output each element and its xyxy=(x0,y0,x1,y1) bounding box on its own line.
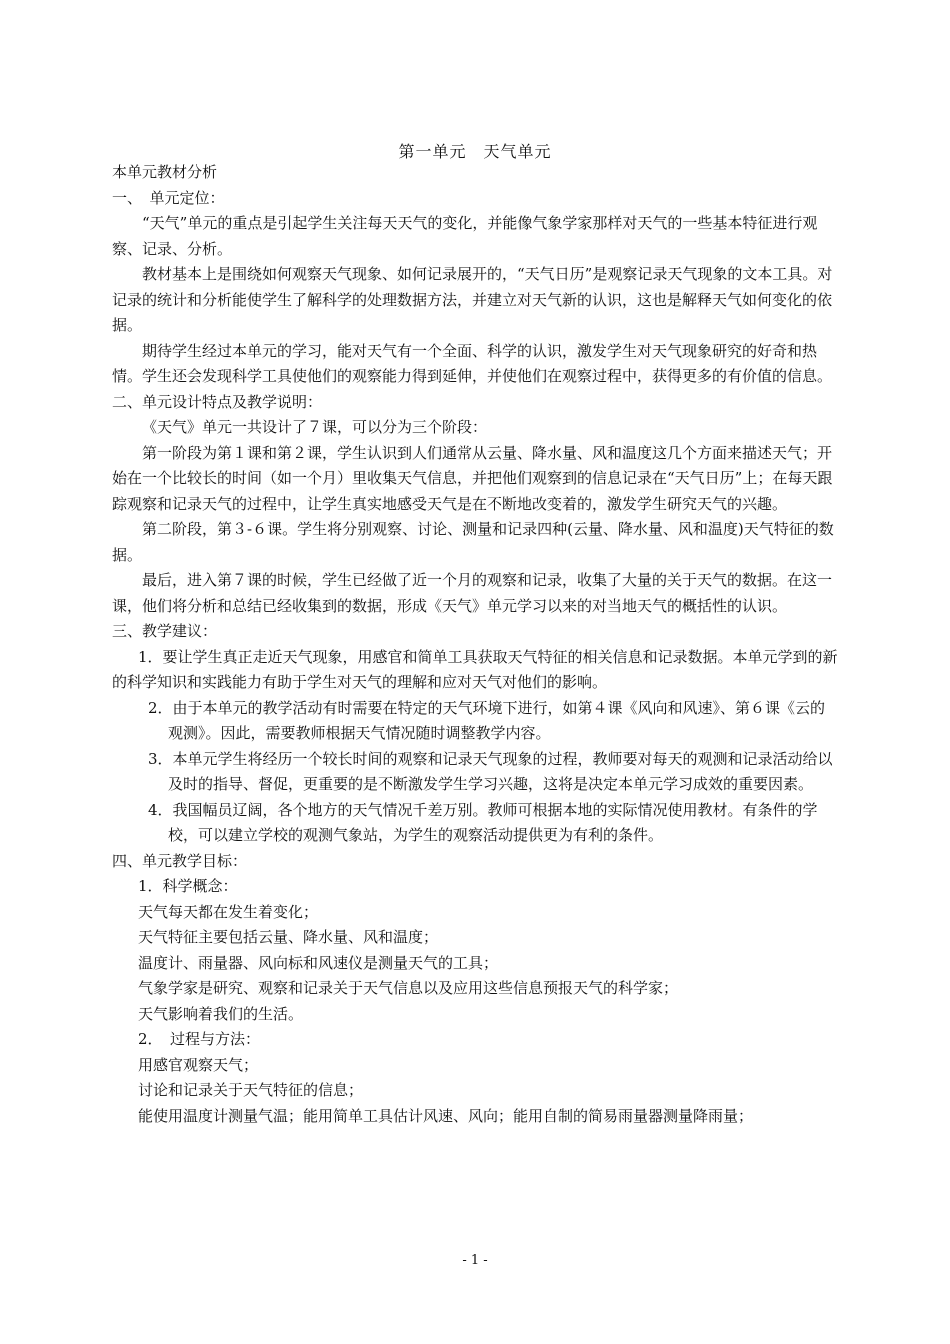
list-item: 用感官观察天气； xyxy=(138,1055,259,1074)
section-heading-3: 三、教学建议： xyxy=(112,622,218,640)
list-item: 能使用温度计测量气温；能用简单工具估计风速、风向；能用自制的简易雨量器测量降雨量； xyxy=(138,1106,754,1125)
list-item: 2．由于本单元的教学活动有时需要在特定的天气环境下进行，如第４课《风向和风速》、第６课《云的观测》。因此，需要教师根据天气情况随时调整教学内容。 xyxy=(148,698,826,742)
list-item: 温度计、雨量器、风向标和风速仪是测量天气的工具； xyxy=(138,953,499,972)
paragraph: 期待学生经过本单元的学习，能对天气有一个全面、科学的认识，激发学生对天气现象研究的好奇和热情。学生还会发现科学工具使他们的观察能力得到延伸，并使他们在观察过程中，获得更多的有价值的信息。 xyxy=(112,341,833,385)
list-item: 3．本单元学生将经历一个较长时间的观察和记录天气现象的过程，教师要对每天的观测和记录活动给以及时的指导、督促，更重要的是不断激发学生学习兴趣，这将是决定本单元学习成效的重要因素。 xyxy=(148,749,833,793)
list-item: 1．要让学生真正走近天气现象，用感官和简单工具获取天气特征的相关信息和记录数据。本单元学到的新的科学知识和实践能力有助于学生对天气的理解和应对天气对他们的影响。 xyxy=(112,647,838,691)
list-item: 天气影响着我们的生活。 xyxy=(138,1004,304,1023)
paragraph: 第二阶段，第３-６课。学生将分别观察、讨论、测量和记录四种(云量、降水量、风和温度)天气特征的数据。 xyxy=(112,520,834,564)
document-body xyxy=(112,160,840,1129)
list-item: 4．我国幅员辽阔，各个地方的天气情况千差万别。教师可根据本地的实际情况使用教材。有条件的学校，可以建立学校的观测气象站，为学生的观察活动提供更为有利的条件。 xyxy=(148,800,818,844)
list-item: 讨论和记录关于天气特征的信息； xyxy=(138,1081,364,1099)
section-heading-4: 四、单元教学目标： xyxy=(112,851,248,870)
section-heading-2: 二、单元设计特点及教学说明： xyxy=(112,392,323,411)
list-item: 气象学家是研究、观察和记录关于天气信息以及应用这些信息预报天气的科学家； xyxy=(138,979,679,997)
paragraph: 教材基本上是围绕如何观察天气现象、如何记录展开的，“天气日历”是观察记录天气现象的文本工具。对记录的统计和分析能使学生了解科学的处理数据方法，并建立对天气新的认识，这也是解释天气如何变化的依据。 xyxy=(112,265,833,334)
list-item: 天气每天都在发生着变化； xyxy=(138,902,319,921)
list-item: 天气特征主要包括云量、降水量、风和温度； xyxy=(138,928,439,946)
document-title: 第一单元 天气单元 xyxy=(398,142,552,161)
paragraph: 《天气》单元一共设计了７课，可以分为三个阶段： xyxy=(142,418,488,436)
paragraph: 第一阶段为第１课和第２课，学生认识到人们通常从云量、降水量、风和温度这几个方面来描述天气；开始在一个比较长的时间（如一个月）里收集天气信息，并把他们观察到的信息记录在“天气日历”上；在每天跟踪观察和记录天气的过程中，让学生真实地感受天气是在不断地改变着的，激发学生研究天气的兴趣。 xyxy=(112,443,833,513)
subheading: 1．科学概念： xyxy=(138,877,238,895)
subheading: 2． 过程与方法： xyxy=(138,1030,261,1048)
section-heading-1: 一、 单元定位： xyxy=(112,188,225,207)
page-number: - 1 - xyxy=(462,1253,488,1268)
section-subtitle: 本单元教材分析 xyxy=(112,163,218,181)
paragraph: “天气”单元的重点是引起学生关注每天天气的变化，并能像气象学家那样对天气的一些基本特征进行观察、记录、分析。 xyxy=(112,214,818,258)
paragraph: 最后，进入第７课的时候，学生已经做了近一个月的观察和记录，收集了大量的关于天气的数据。在这一课，他们将分析和总结已经收集到的数据，形成《天气》单元学习以来的对当地天气的概括性的认识。 xyxy=(112,571,833,615)
